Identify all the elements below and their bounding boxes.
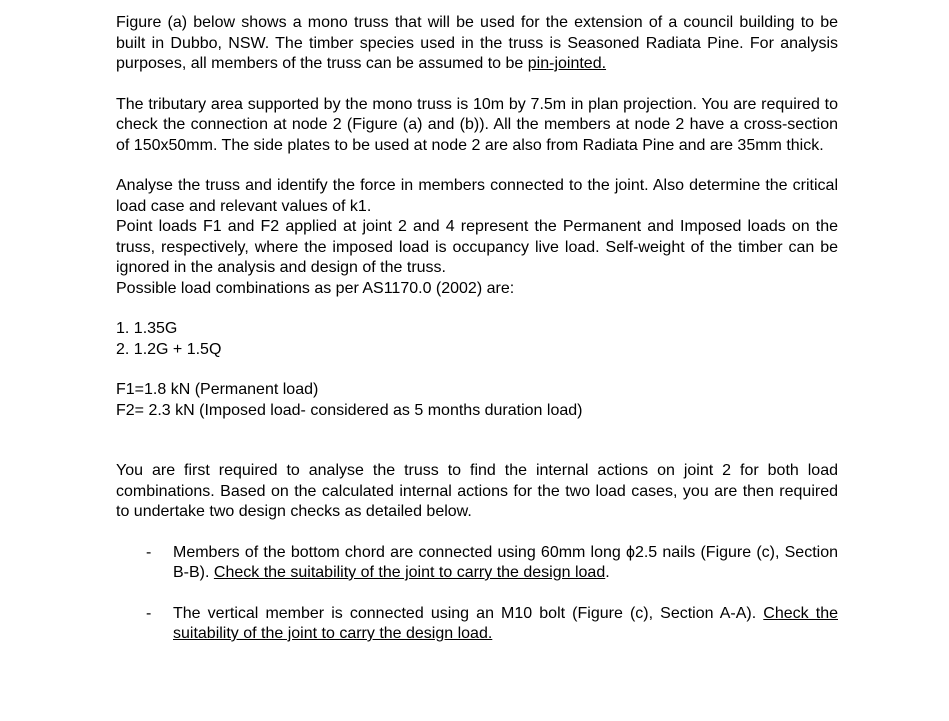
check-bottom-chord-body: Members of the bottom chord are connected using 60mm long ϕ2.5 nails (Figure (c), Section B-B). [173, 543, 838, 581]
point-loads-paragraph: Point loads F1 and F2 applied at joint 2 and 4 represent the Permanent and Imposed loads on the truss, respectively, where the imposed load is occupancy live load. Self-weight of the timber can be ignored in the analysis and design of the truss. [116, 218, 838, 276]
document-body [116, 13, 838, 645]
check-bottom-chord-underlined: Check the suitability of the joint to carry the design load [213, 564, 606, 581]
intro-paragraph [116, 13, 838, 75]
check-bottom-chord-nails [116, 543, 838, 584]
intro-text: Figure (a) below shows a mono truss that will be used for the extension of a council building to be built in Dubbo, NSW. The timber species used in the truss is Seasoned Radiata Pine. For analysis purposes, all members of the truss can be assumed to be [116, 14, 838, 72]
check-bottom-chord-tail: . [605, 564, 610, 581]
bullet-dash: - [146, 543, 152, 561]
load-combination-2: 2. 1.2G + 1.5Q [116, 340, 222, 358]
load-f2: F2= 2.3 kN (Imposed load- considered as 5 months duration load) [116, 401, 583, 419]
check-vertical-member-body: The vertical member is connected using an M10 bolt (Figure (c), Section A-A). [173, 604, 764, 622]
load-f1: F1=1.8 kN (Permanent load) [116, 381, 319, 398]
design-checks-paragraph: You are first required to analyse the truss to find the internal actions on joint 2 for both load combinations. Based on the calculated internal actions for the two load cases, you are then required to undertake two design checks as detailed below. [116, 462, 838, 520]
tributary-area-paragraph: The tributary area supported by the mono truss is 10m by 7.5m in plan projection. You are required to check the connection at node 2 (Figure (a) and (b)). All the members at node 2 have a cross-section of 150x50mm. The side plates to be used at node 2 are also from Radiata Pine and are 35mm thick. [116, 95, 838, 154]
check-vertical-member-underlined: Check the suitability of the joint to carry the design load. [173, 604, 838, 642]
analyse-instruction: Analyse the truss and identify the force in members connected to the joint. Also determine the critical load case and relevant values of k1. [116, 177, 838, 215]
bullet-dash: - [146, 604, 152, 622]
check-vertical-member-text [173, 604, 838, 645]
check-bottom-chord-text [173, 543, 838, 584]
pin-jointed-underlined: pin-jointed. [527, 55, 607, 72]
check-vertical-member-bolt [116, 604, 838, 645]
load-combination-1: 1. 1.35G [116, 320, 178, 337]
load-combinations-intro: Possible load combinations as per AS1170.0 (2002) are: [116, 279, 515, 297]
